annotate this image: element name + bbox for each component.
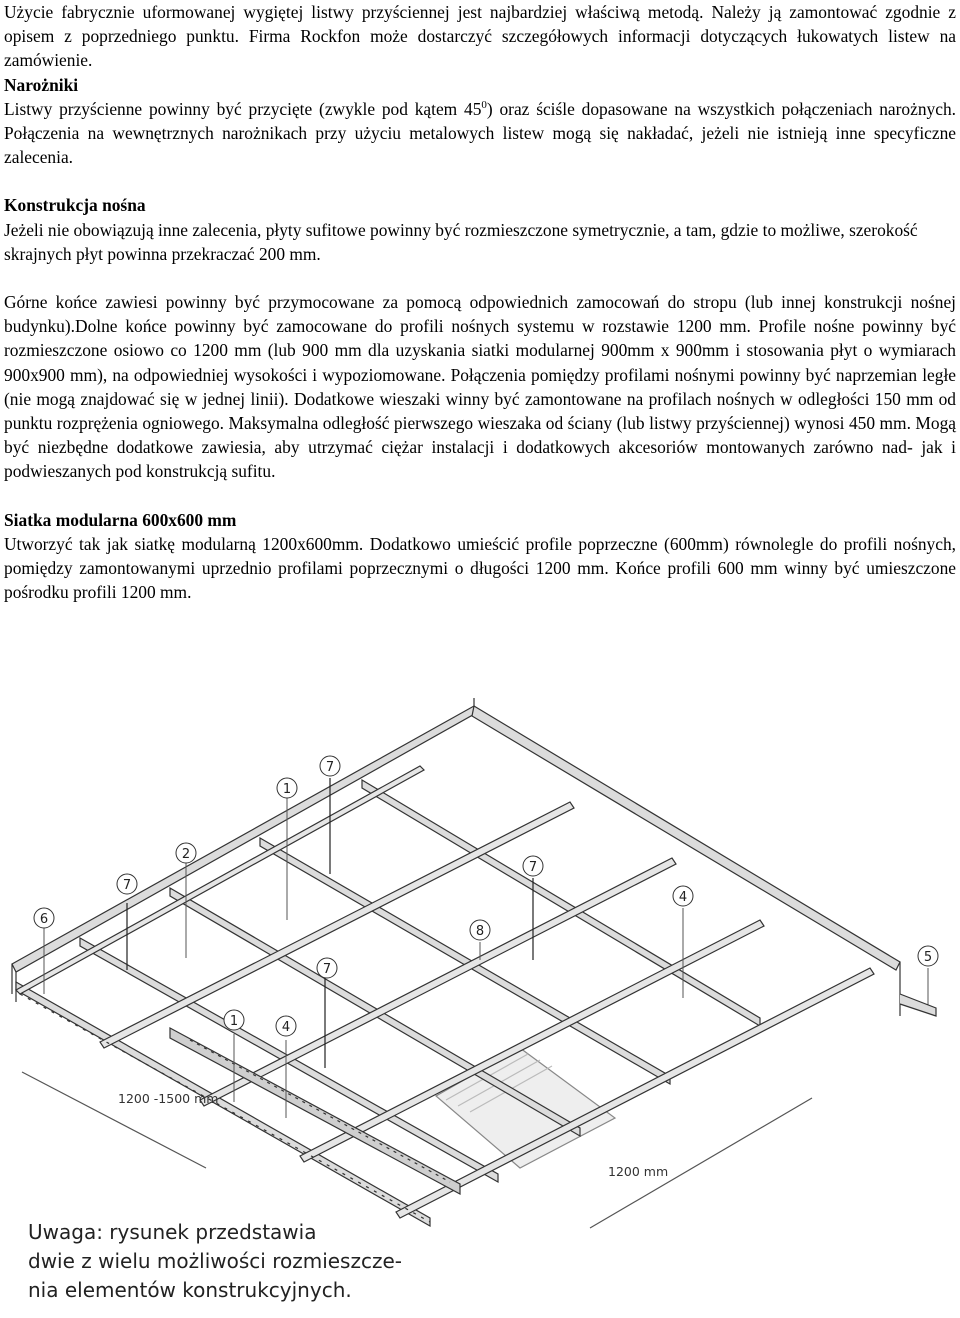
callout-4-right: [673, 886, 693, 906]
callout-5: [918, 946, 938, 966]
svg-text:6: 6: [39, 912, 49, 927]
paragraph-curved-edge: Użycie fabrycznie uformowanej wygiętej listwy przyściennej jest najbardziej właściwą metodą. Należy ją zamontować zgodnie z opisem z poprzedniego punktu. Firma Rockfon może dostarczyć szczegółowych informacji dotyczących łukowatych listew na zamówienie.: [4, 2, 956, 71]
svg-text:2: 2: [181, 847, 191, 862]
svg-text:1: 1: [282, 782, 292, 797]
note-line: nia elementów konstrukcyjnych.: [28, 1278, 352, 1302]
callout-2: [176, 843, 196, 863]
heading-support-structure: Konstrukcja nośna: [4, 195, 146, 216]
callout-4-lower: [276, 1016, 296, 1036]
paragraph-hangers: Górne końce zawiesi powinny być przymocowane za pomocą odpowiednich zamocowań do stropu (lub innej konstrukcji nośnej budynku).Dolne końce powinny być zamocowane do profili nośnych systemu w rozstawie 1200 mm. Profile nośne powinny być rozmieszczone osiowo co 1200 mm (lub 900 mm dla uzyskania siatki modularnej 900mm x 900mm i stosowania płyt o wymiarach 900x900 mm), na odpowiedniej wysokości i wypoziomowane. Połączenia pomiędzy profilami nośnymi powinny być naprzemian ległe (nie mogą znajdować się w jednej linii). Dodatkowe wieszaki winny być zamontowane na profilach nośnych w odległości 150 mm od punktu rozprężenia ogniowego. Maksymalna odległość pierwszego wieszaka od ściany (lub listwy przyściennej) wynosi 450 mm. Mogą być niezbędne dodatkowe zawiesia, aby utrzymać ciężar instalacji i dodatkowych akcesoriów montowanych zarówno nad- jak i podwieszanych pod konstrukcją sufitu.: [4, 292, 956, 482]
degree-superscript: 0: [481, 98, 487, 111]
corners-text-end: ) oraz ściśle dopasowane na wszystkich połączeniach narożnych. Połączenia na wewnętrznych narożnikach przy użyciu metalowych listew mogą się nakładać, jeżeli nie istnieją inne specyficzne zalecenia.: [4, 98, 956, 168]
note-line: dwie z wielu możliwości rozmieszcze-: [28, 1249, 402, 1273]
paragraph-modular-grid: Utworzyć tak jak siatkę modularną 1200x600mm. Dodatkowo umieścić profile poprzeczne (600mm) równolegle do profili nośnych, pomiędzy zamontowanymi uprzednio profilami poprzecznymi o długości 1200 mm. Końce profili 600 mm winny być umieszczone pośrodku profili 1200 mm.: [4, 533, 956, 603]
svg-text:4: 4: [678, 890, 688, 905]
svg-text:7: 7: [122, 878, 132, 893]
callout-7-top: [320, 756, 340, 776]
dimension-left-label: 1200 -1500 mm: [118, 1091, 219, 1106]
svg-text:4: 4: [281, 1020, 291, 1035]
corners-text-start: Listwy przyścienne powinny być przycięte (zwykle pod kątem 45: [4, 98, 482, 119]
svg-text:7: 7: [322, 962, 332, 977]
callout-7-lower: [317, 958, 337, 978]
note-line: Uwaga: rysunek przedstawia: [28, 1220, 317, 1244]
figure-note: [28, 1218, 402, 1305]
svg-text:7: 7: [325, 760, 335, 775]
svg-text:1: 1: [229, 1014, 239, 1029]
svg-text:8: 8: [475, 924, 485, 939]
callout-8: [470, 920, 490, 940]
svg-text:5: 5: [923, 950, 933, 965]
paragraph-symmetry: Jeżeli nie obowiązują inne zalecenia, płyty sufitowe powinny być rozmieszczone symetrycznie, a tam, gdzie to możliwe, szerokość skrajnych płyt powinna przekraczać 200 mm.: [4, 219, 918, 264]
dimension-right-label: 1200 mm: [608, 1164, 669, 1179]
callout-1-lower: [224, 1010, 244, 1030]
callout-7-left: [117, 874, 137, 894]
heading-modular-grid: Siatka modularna 600x600 mm: [4, 509, 237, 530]
paragraph-corners: [4, 97, 956, 170]
heading-corners: Narożniki: [4, 74, 79, 95]
hanger-wires: [127, 778, 533, 1068]
end-hook: [900, 994, 936, 1016]
callout-6: [34, 908, 54, 928]
svg-text:7: 7: [528, 860, 538, 875]
callout-1-top: [277, 778, 297, 798]
callout-7-center: [523, 856, 543, 876]
document-body: [4, 0, 956, 604]
